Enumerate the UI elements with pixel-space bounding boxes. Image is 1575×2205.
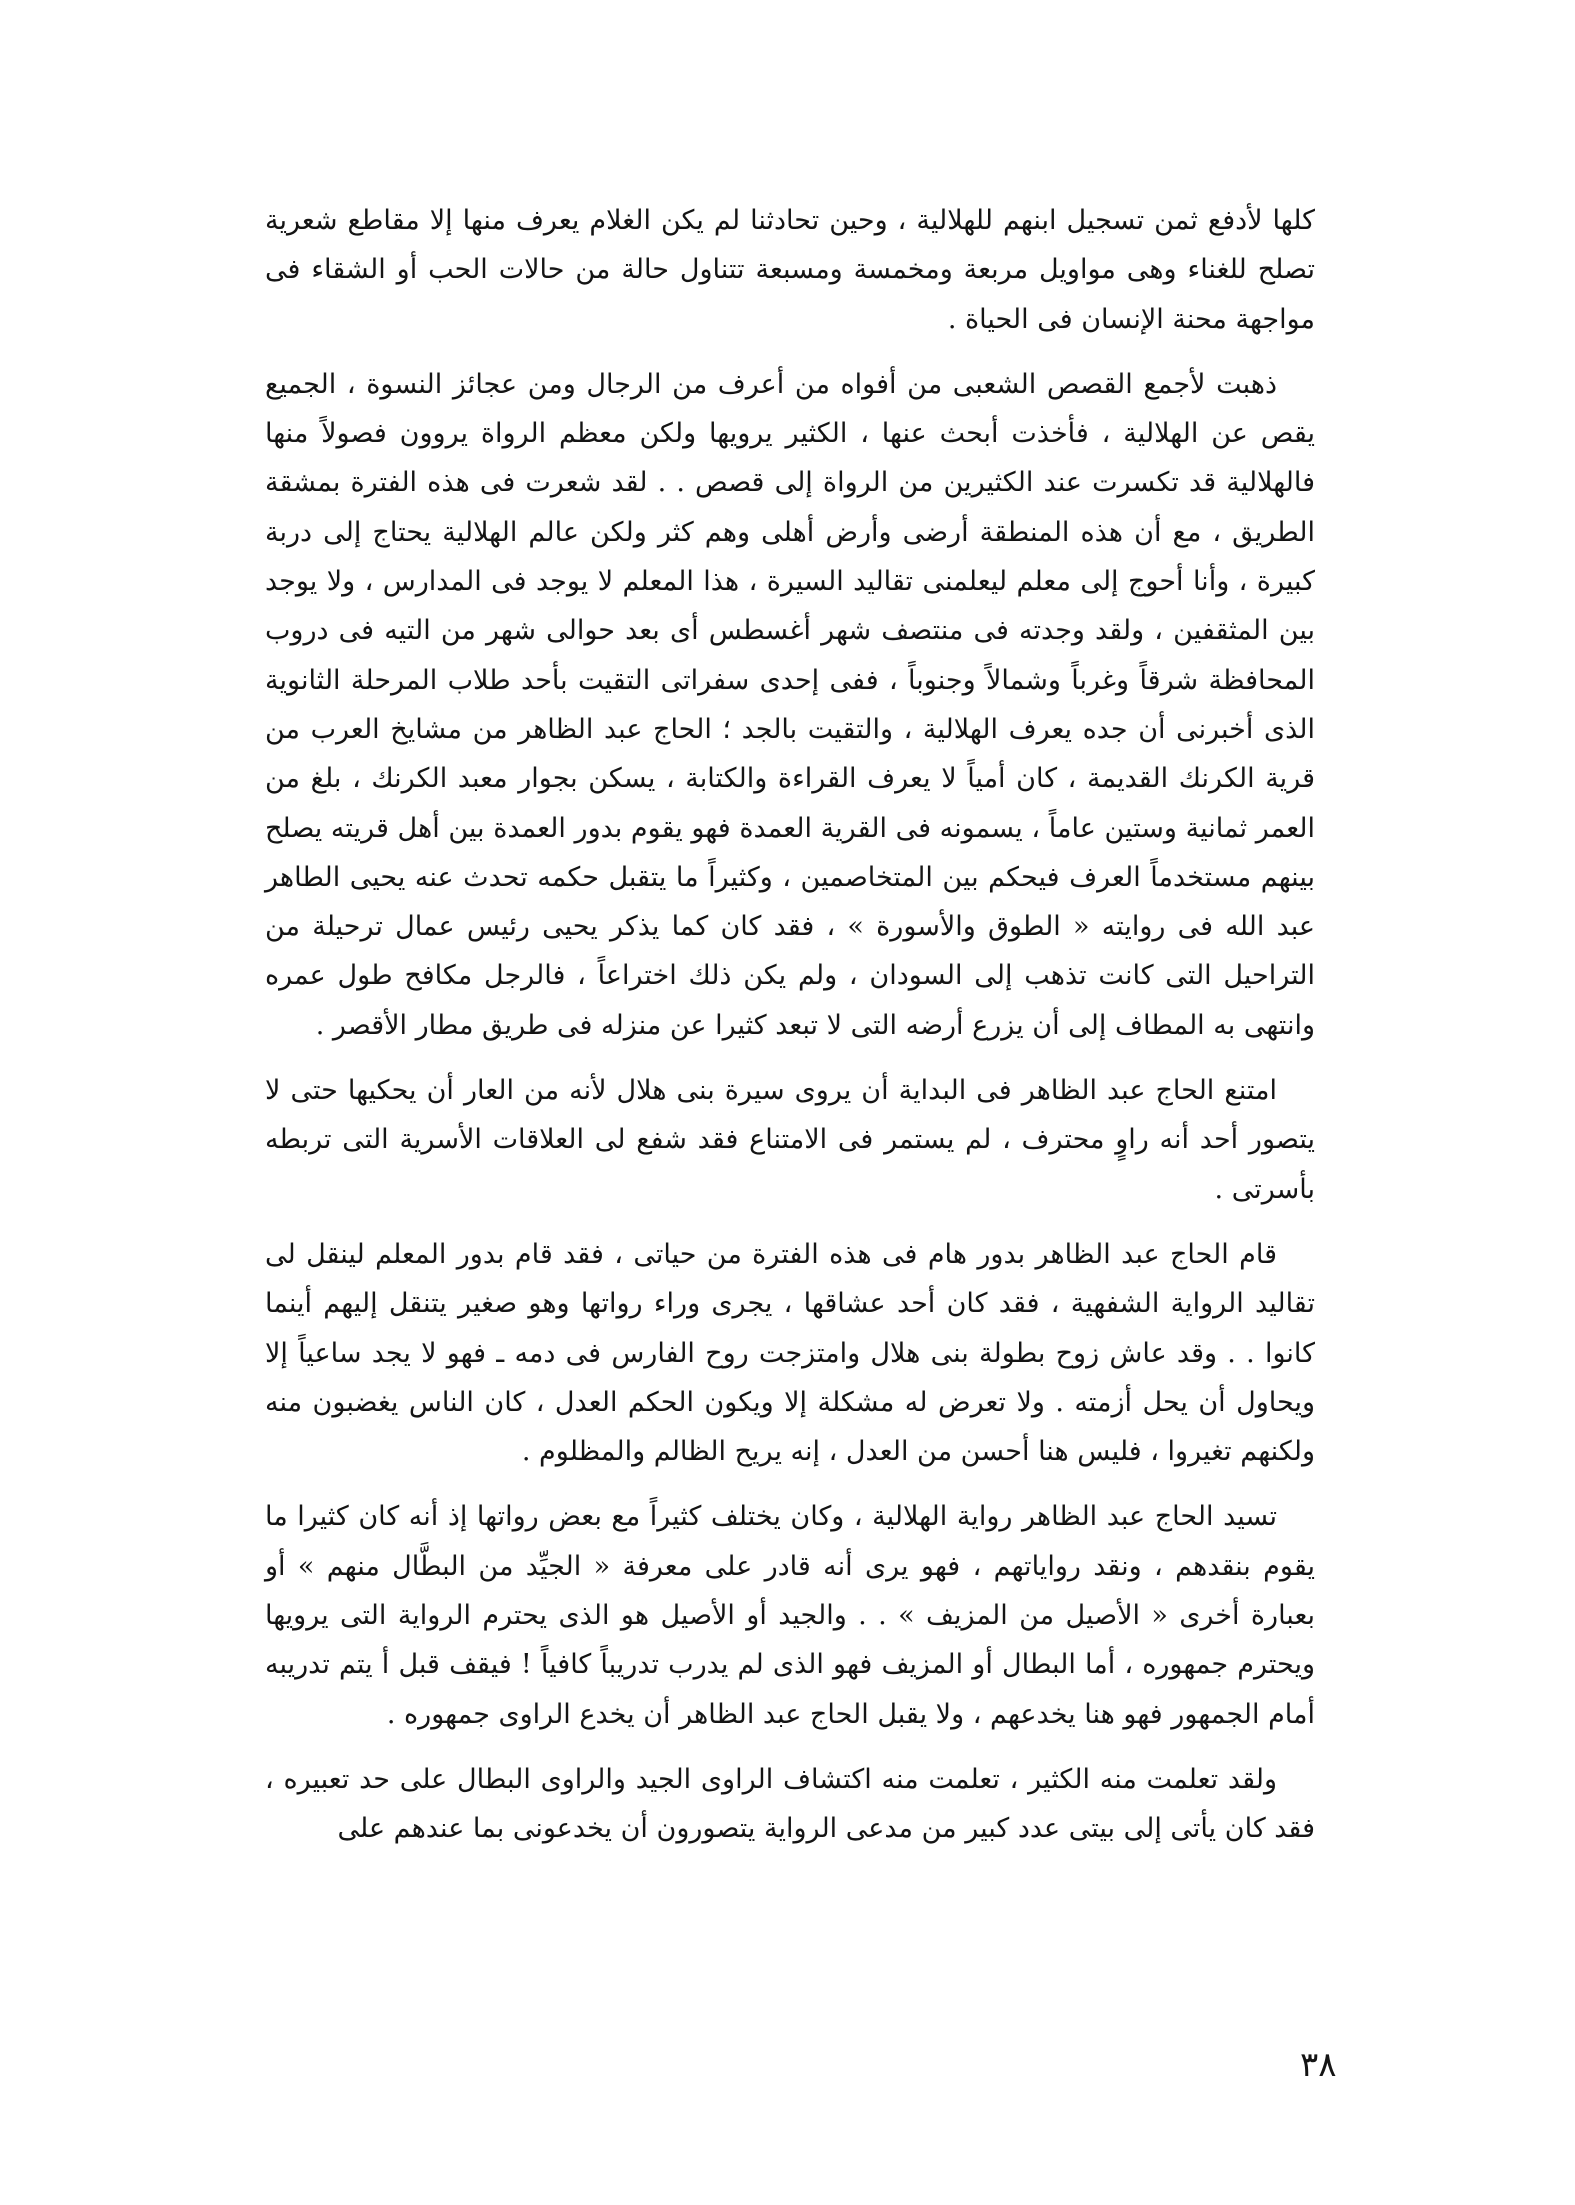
page-number: ٣٨ — [1300, 2045, 1337, 2085]
paragraph-2: ذهبت لأجمع القصص الشعبى من أفواه من أعرف من الرجال ومن عجائز النسوة ، الجميع يقص عن الهلالية ، فأخذت أبحث عنها ، الكثير يرويها ولكن معظم الرواة يروون فصولاً منها فالهلالية قد تكسرت عند الكثيرين من الرواة إلى قصص . . لقد شعرت فى هذه الفترة بمشقة الطريق ، مع أن هذه المنطقة أرضى وأرض أهلى وهم كثر ولكن عالم الهلالية يحتاج إلى دربة كبيرة ، وأنا أحوج إلى معلم ليعلمنى تقاليد السيرة ، هذا المعلم لا يوجد فى المدارس ، ولا يوجد بين المثقفين ، ولقد وجدته فى منتصف شهر أغسطس أى بعد حوالى شهر من التيه فى دروب المحافظة شرقاً وغرباً وشمالاً وجنوباً ، ففى إحدى سفراتى التقيت بأحد طلاب المرحلة الثانوية الذى أخبرنى أن جده يعرف الهلالية ، والتقيت بالجد ؛ الحاج عبد الظاهر من مشايخ العرب من قرية الكرنك القديمة ، كان أمياً لا يعرف القراءة والكتابة ، يسكن بجوار معبد الكرنك ، بلغ من العمر ثمانية وستين عاماً ، يسمونه فى القرية العمدة فهو يقوم بدور العمدة بين أهل قريته يصلح بينهم مستخدماً العرف فيحكم بين المتخاصمين ، وكثيراً ما يتقبل حكمه تحدث عنه يحيى الطاهر عبد الله فى روايته « الطوق والأسورة » ، فقد كان كما يذكر يحيى رئيس عمال ترحيلة من التراحيل التى كانت تذهب إلى السودان ، ولم يكن ذلك اختراعاً ، فالرجل مكافح طول عمره وانتهى به المطاف إلى أن يزرع أرضه التى لا تبعد كثيرا عن منزله فى طريق مطار الأقصر . — [265, 368, 1315, 1041]
paragraph-4: قام الحاج عبد الظاهر بدور هام فى هذه الفترة من حياتى ، فقد قام بدور المعلم لينقل لى تقاليد الرواية الشفهية ، فقد كان أحد عشاقها ، يجرى وراء رواتها وهو صغير يتنقل إليهم أينما كانوا . . وقد عاش زوح بطولة بنى هلال وامتزجت روح الفارس فى دمه ـ فهو لا يجد ساعياً إلا ويحاول أن يحل أزمته . ولا تعرض له مشكلة إلا ويكون الحكم العدل ، كان الناس يغضبون منه ولكنهم تغيروا ، فليس هنا أحسن من العدل ، إنه يريح الظالم والمظلوم . — [265, 1238, 1315, 1468]
paragraph-1: كلها لأدفع ثمن تسجيل ابنهم للهلالية ، وحين تحادثنا لم يكن الغلام يعرف منها إلا مقاطع شعرية تصلح للغناء وهى مواويل مربعة ومخمسة ومسبعة تتناول حالة من حالات الحب أو الشقاء فى مواجهة محنة الإنسان فى الحياة . — [265, 205, 1315, 335]
paragraph-5: تسيد الحاج عبد الظاهر رواية الهلالية ، وكان يختلف كثيراً مع بعض رواتها إذ أنه كان كثيرا ما يقوم بنقدهم ، ونقد رواياتهم ، فهو يرى أنه قادر على معرفة « الجيِّد من البطَّال منهم » أو بعبارة أخرى « الأصيل من المزيف » . . والجيد أو الأصيل هو الذى يحترم الرواية التى يرويها ويحترم جمهوره ، أما البطال أو المزيف فهو الذى لم يدرب تدريباً كافياً ! فيقف قبل أ يتم تدريبه أمام الجمهور فهو هنا يخدعهم ، ولا يقبل الحاج عبد الظاهر أن يخدع الراوى جمهوره . — [265, 1501, 1315, 1730]
paragraph-6: ولقد تعلمت منه الكثير ، تعلمت منه اكتشاف الراوى الجيد والراوى البطال على حد تعبيره ، فقد كان يأتى إلى بيتى عدد كبير من مدعى الرواية يتصورون أن يخدعونى بما عندهم على — [265, 1763, 1315, 1845]
body-text — [265, 196, 1315, 1870]
paragraph-3: امتنع الحاج عبد الظاهر فى البداية أن يروى سيرة بنى هلال لأنه من العار أن يحكيها حتى لا يتصور أحد أنه راوٍ محترف ، لم يستمر فى الامتناع فقد شفع لى العلاقات الأسرية التى تربطه بأسرتى . — [265, 1075, 1315, 1205]
